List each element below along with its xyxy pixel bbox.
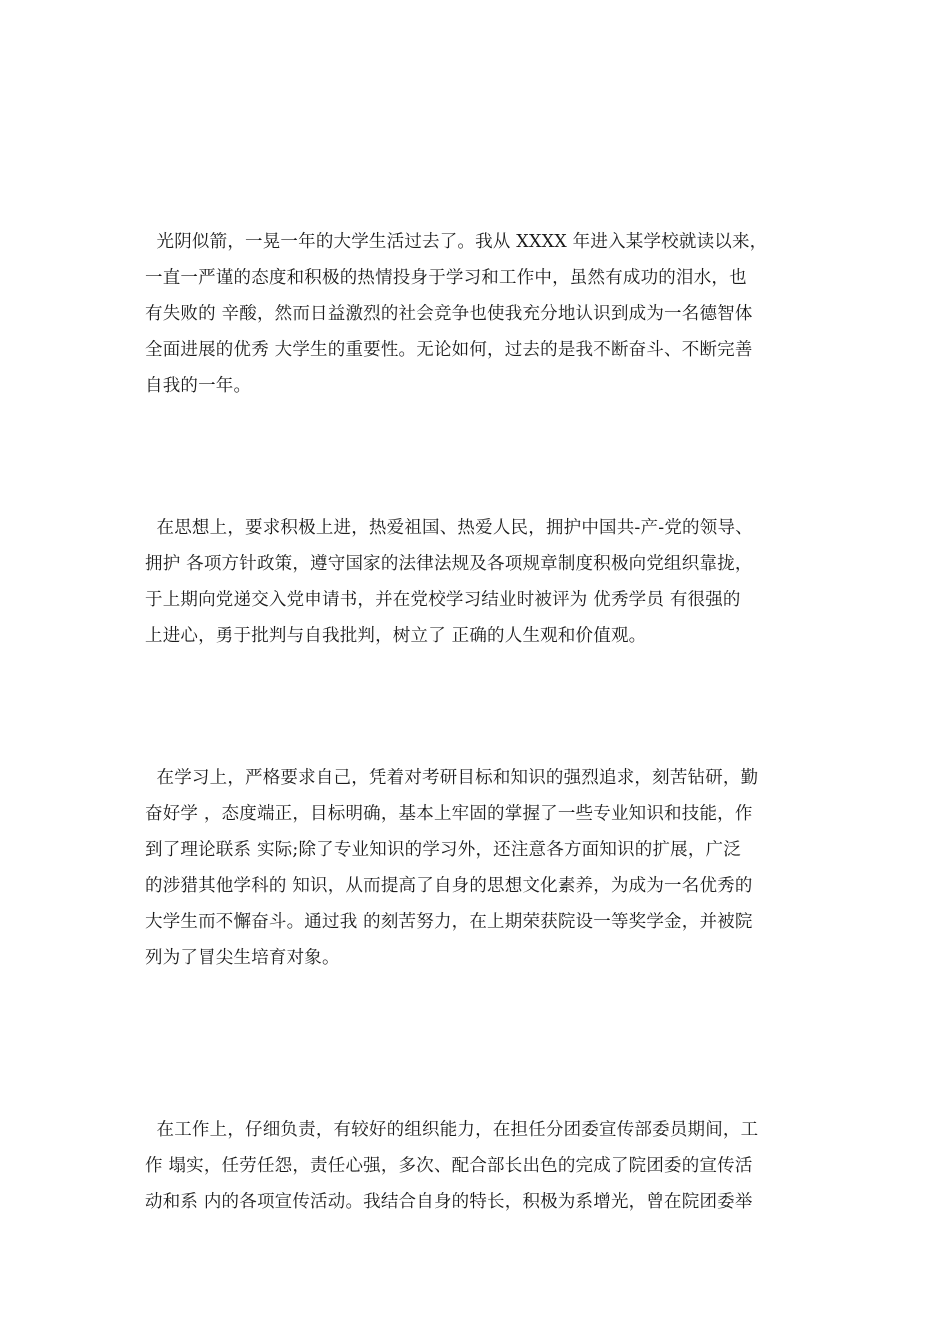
- text-line: 大学生而不懈奋斗。通过我 的刻苦努力，在上期荣获院设一等奖学金，并被院: [145, 912, 753, 932]
- paragraph-work: [145, 1112, 815, 1220]
- text-line: 有失败的 辛酸，然而日益激烈的社会竞争也使我充分地认识到成为一名德智体: [145, 304, 753, 324]
- text-line: 作 塌实，任劳任怨，责任心强，多次、配合部长出色的完成了院团委的宣传活: [145, 1156, 753, 1176]
- text-line: 全面进展的优秀 大学生的重要性。无论如何，过去的是我不断奋斗、不断完善: [145, 340, 753, 360]
- paragraph-study: [145, 760, 815, 976]
- paragraph-thought: [145, 510, 815, 654]
- text-line: 一直一严谨的态度和积极的热情投身于学习和工作中，虽然有成功的泪水，也: [145, 268, 747, 288]
- text-line: 奋好学 ，态度端正，目标明确，基本上牢固的掌握了一些专业知识和技能，作: [145, 804, 753, 824]
- text-line: 拥护 各项方针政策，遵守国家的法律法规及各项规章制度积极向党组织靠拢，: [145, 554, 753, 574]
- text-line: 动和系 内的各项宣传活动。我结合自身的特长，积极为系增光，曾在院团委举: [145, 1192, 753, 1212]
- text-line: 上进心，勇于批判与自我批判，树立了 正确的人生观和价值观。: [145, 626, 647, 646]
- text-line: 到了理论联系 实际;除了专业知识的学习外，还注意各方面知识的扩展，广泛: [145, 840, 741, 860]
- text-line: 在工作上，仔细负责，有较好的组织能力，在担任分团委宣传部委员期间，工: [145, 1120, 759, 1140]
- paragraph-intro: [145, 224, 815, 404]
- text-line: 列为了冒尖生培育对象。: [145, 948, 340, 968]
- text-line: 光阴似箭，一晃一年的大学生活过去了。我从 XXXX 年进入某学校就读以来，: [145, 232, 768, 252]
- text-line: 于上期向党递交入党申请书，并在党校学习结业时被评为 优秀学员 有很强的: [145, 590, 741, 610]
- text-line: 在学习上，严格要求自己，凭着对考研目标和知识的强烈追求，刻苦钻研，勤: [145, 768, 759, 788]
- text-line: 在思想上，要求积极上进，热爱祖国、热爱人民，拥护中国共-产-党的领导、: [145, 518, 753, 538]
- text-line: 自我的一年。: [145, 376, 252, 396]
- text-line: 的涉猎其他学科的 知识，从而提高了自身的思想文化素养，为成为一名优秀的: [145, 876, 753, 896]
